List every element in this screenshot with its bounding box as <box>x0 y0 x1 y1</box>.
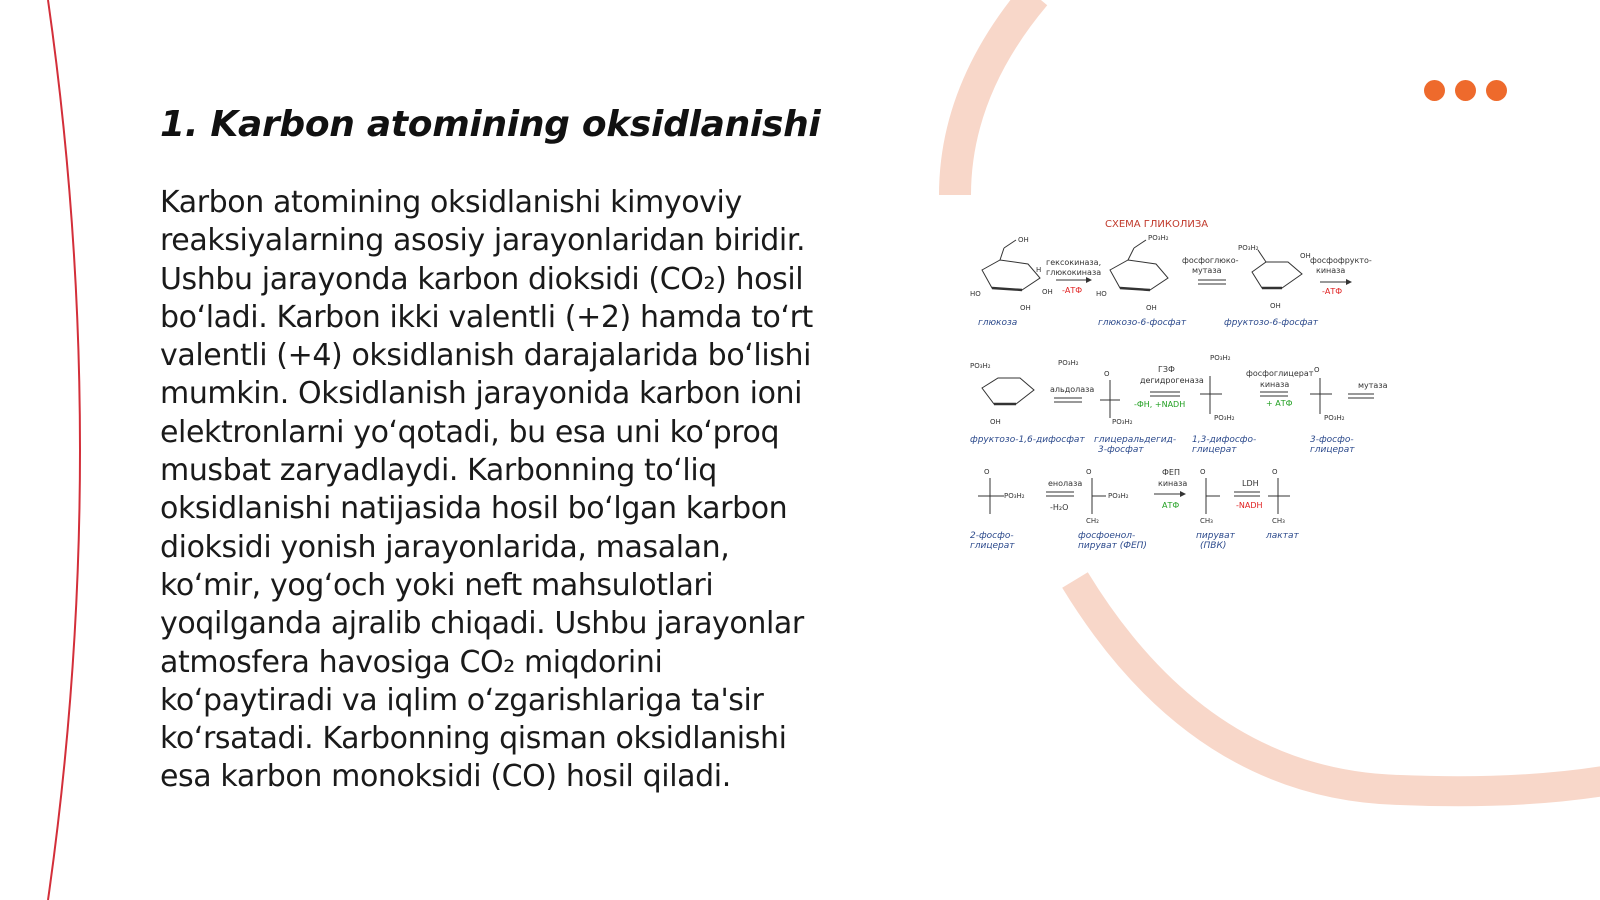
cofactor-label: -АТФ <box>1322 287 1343 296</box>
compound-label: фруктозо-1,6-дифосфат <box>970 435 1085 445</box>
cofactor-label: -ФН, +NADH <box>1134 400 1186 409</box>
2-phosphoglycerate-structure <box>978 468 1025 514</box>
body-line: ko‘paytiradi va iqlim o‘zgarishlariga ta'sir <box>160 682 764 718</box>
dot-icon <box>1424 80 1445 101</box>
body-line: Ushbu jarayonda karbon dioksidi (CO₂) hosil <box>160 261 804 297</box>
atom-phosphate: PO₃H₂ <box>1238 244 1259 252</box>
enzyme-label: киназа <box>1316 266 1346 275</box>
body-line: ko‘mir, yog‘och yoki neft mahsulotlari <box>160 567 714 603</box>
top-decorative-arc <box>955 0 1035 195</box>
atom-oh: OH <box>1300 252 1311 260</box>
enzyme-label: фосфоглюко- <box>1182 256 1239 265</box>
atom-oh: OH <box>1146 304 1157 312</box>
slide-title: 1. Karbon atomining oksidlanishi <box>160 104 821 145</box>
compound-label: 3-фосфат <box>1098 445 1144 455</box>
body-line: reaksiyalarning asosiy jarayonlaridan biridir. <box>160 223 806 259</box>
atom-ho: HO <box>1096 290 1107 298</box>
phosphoenolpyruvate-structure <box>1086 468 1129 525</box>
enzyme-label: LDH <box>1242 479 1259 488</box>
cofactor-label: АТФ <box>1162 501 1180 510</box>
enzyme-label: дегидрогеназа <box>1140 376 1204 385</box>
enzyme-label: енолаза <box>1048 479 1083 488</box>
body-line: atmosfera havosiga CO₂ miqdorini <box>160 644 663 680</box>
atom-oh: OH <box>1270 302 1281 310</box>
atom-o: O <box>1314 366 1320 374</box>
atom-oh: OH <box>1020 304 1031 312</box>
glucose-structure <box>970 236 1053 312</box>
left-accent-line <box>48 0 80 900</box>
body-line: musbat zaryadlaydi. Karbonning to‘liq <box>160 453 717 489</box>
atom-oh: OH <box>990 418 1001 426</box>
enzyme-label: альдолаза <box>1050 385 1095 394</box>
cofactor-label: + АТФ <box>1266 399 1293 408</box>
atom-phosphate: PO₃H₂ <box>1148 234 1169 242</box>
atom-phosphate: PO₃H₂ <box>1214 414 1235 422</box>
bisphosphoglycerate-structure <box>1200 354 1235 422</box>
glucose-6-phosphate-structure <box>1096 234 1169 312</box>
compound-label: (ПВК) <box>1200 541 1227 551</box>
cofactor-label: -АТФ <box>1062 286 1083 295</box>
atom-h: H <box>1036 266 1042 274</box>
enzyme-label: киназа <box>1260 380 1290 389</box>
compound-label: глицерат <box>970 541 1015 551</box>
atom-o: O <box>1200 468 1206 476</box>
diagram-title: СХЕМА ГЛИКОЛИЗА <box>1105 219 1209 230</box>
atom-o: O <box>1272 468 1278 476</box>
atom-phosphate: PO₃H₂ <box>1210 354 1231 362</box>
arrow-head <box>1346 279 1352 285</box>
enzyme-label: гексокиназа, <box>1046 258 1102 267</box>
glyceraldehyde-3-phosphate-structure <box>1100 370 1133 426</box>
atom-oh: OH <box>1018 236 1029 244</box>
enzyme-label: киназа <box>1158 479 1188 488</box>
cofactor-label: -NADH <box>1236 501 1263 510</box>
atom-phosphate: PO₃H₂ <box>1324 414 1345 422</box>
enzyme-label: фосфоглицерат <box>1246 369 1314 378</box>
compound-label: глицерат <box>1192 445 1237 455</box>
atom-ch3: CH₃ <box>1272 517 1285 525</box>
compound-label: 3-фосфо- <box>1310 435 1354 445</box>
body-line: esa karbon monoksidi (CO) hosil qiladi. <box>160 759 731 795</box>
enzyme-label: ГЗФ <box>1158 365 1175 374</box>
atom-phosphate: PO₃H₂ <box>970 362 991 370</box>
enzyme-label: фосфофрукто- <box>1310 256 1372 265</box>
atom-o: O <box>1104 370 1110 378</box>
compound-label: фруктозо-6-фосфат <box>1224 318 1319 328</box>
body-line: elektronlarni yo‘qotadi, bu esa uni ko‘proq <box>160 414 780 450</box>
atom-phosphate: PO₃H₂ <box>1108 492 1129 500</box>
bottom-decorative-arc <box>1075 580 1600 791</box>
enzyme-label: мутаза <box>1192 266 1222 275</box>
fructose-6-phosphate-structure <box>1238 244 1311 310</box>
lactate-structure <box>1268 468 1290 525</box>
compound-label: глицерат <box>1310 445 1355 455</box>
glycolysis-diagram <box>970 210 1415 570</box>
body-paragraph <box>160 184 840 797</box>
atom-ch3: CH₃ <box>1200 517 1213 525</box>
compound-label: глицеральдегид- <box>1094 435 1177 445</box>
enzyme-label: глюкокиназа <box>1046 268 1102 277</box>
body-line: Karbon atomining oksidlanishi kimyoviy <box>160 185 742 220</box>
body-line: oksidlanishi natijasida hosil bo‘lgan karbon <box>160 491 788 527</box>
body-line: bo‘ladi. Karbon ikki valentli (+2) hamda to‘rt <box>160 299 813 335</box>
enzyme-label: -H₂O <box>1050 503 1069 512</box>
enzyme-label: мутаза <box>1358 381 1388 390</box>
compound-label: пируват <box>1196 531 1235 541</box>
atom-ho: HO <box>970 290 981 298</box>
atom-ch2: CH₂ <box>1086 517 1099 525</box>
compound-label: фосфоенол- <box>1078 531 1136 541</box>
dot-icon <box>1455 80 1476 101</box>
dot-icon <box>1486 80 1507 101</box>
body-line: yoqilganda ajralib chiqadi. Ushbu jarayonlar <box>160 606 804 642</box>
atom-phosphate: PO₃H₂ <box>1004 492 1025 500</box>
atom-o: O <box>984 468 990 476</box>
compound-label: пируват (ФЕП) <box>1078 541 1147 551</box>
atom-oh: OH <box>1042 288 1053 296</box>
arrow-head <box>1086 277 1092 283</box>
compound-label: лактат <box>1266 531 1299 541</box>
body-line: dioksidi yonish jarayonlarida, masalan, <box>160 529 730 565</box>
compound-label: глюкоза <box>978 318 1018 328</box>
compound-label: 1,3-дифосфо- <box>1192 435 1257 445</box>
atom-phosphate: PO₃H₂ <box>1112 418 1133 426</box>
arrow-head <box>1180 491 1186 497</box>
enzyme-label: ФЕП <box>1162 468 1180 477</box>
body-line: ko‘rsatadi. Karbonning qisman oksidlanishi <box>160 721 787 757</box>
pyruvate-structure <box>1200 468 1220 525</box>
body-line: valentli (+4) oksidlanish darajalarida bo‘lishi <box>160 338 812 374</box>
atom-o: O <box>1086 468 1092 476</box>
atom-phosphate: PO₃H₂ <box>1058 359 1079 367</box>
compound-label: 2-фосфо- <box>970 531 1014 541</box>
body-line: mumkin. Oksidlanish jarayonida karbon ioni <box>160 376 803 412</box>
compound-label: глюкозо-6-фосфат <box>1098 318 1187 328</box>
3-phosphoglycerate-structure <box>1310 366 1345 422</box>
slide-menu-dots <box>1424 80 1507 101</box>
